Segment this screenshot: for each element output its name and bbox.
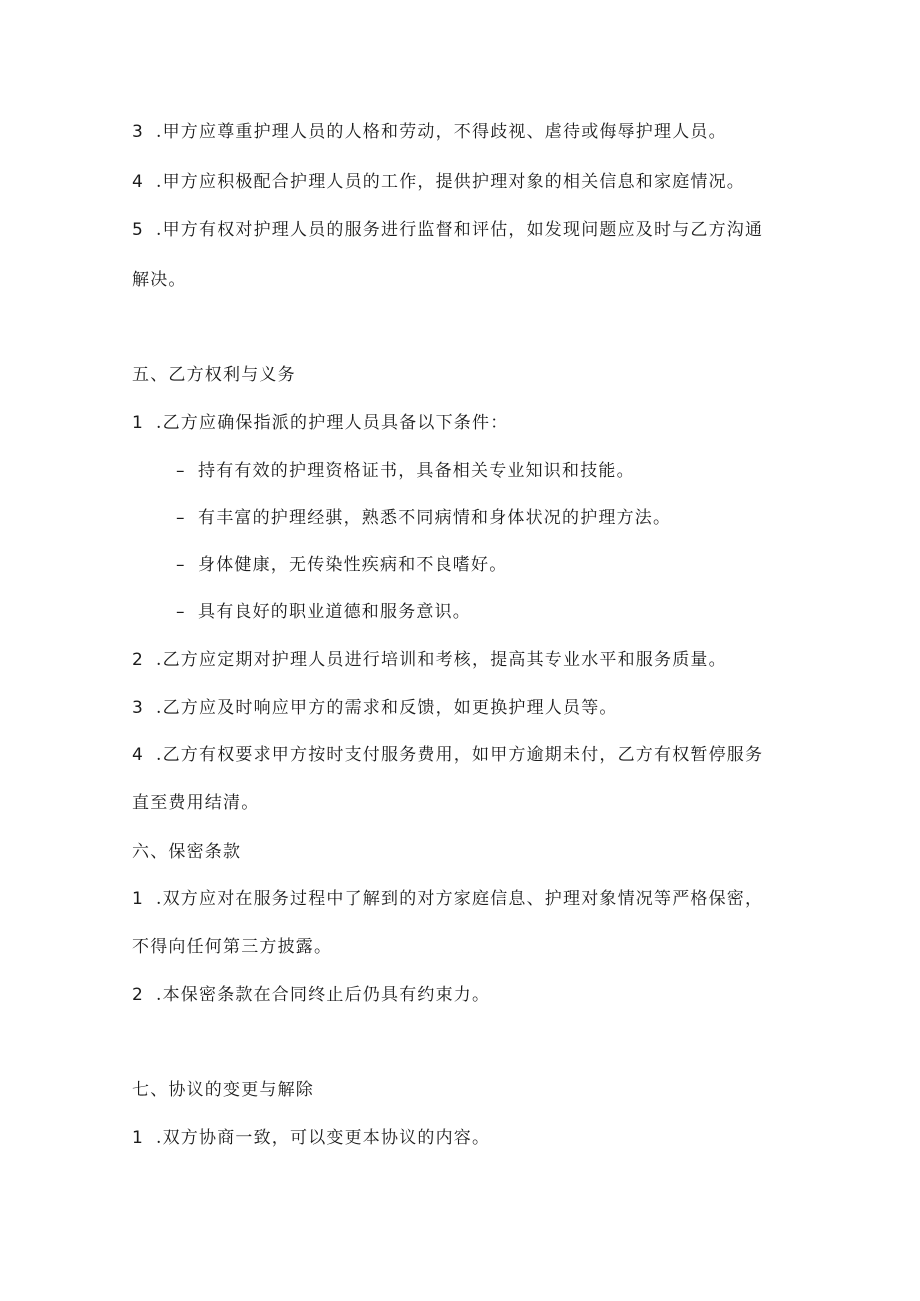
list-item: [176, 506, 671, 530]
dash-bullet: –: [176, 461, 186, 481]
clause-number: 4: [132, 745, 145, 765]
dash-bullet: –: [176, 508, 186, 528]
list-item: [176, 600, 471, 624]
clause-text: .乙方应定期对护理人员进行培训和考核，提高其专业水平和服务质量。: [156, 650, 727, 670]
clause-c2: [132, 983, 490, 1007]
clause-text: .乙方应及时响应甲方的需求和反馈，如更换护理人员等。: [156, 698, 618, 718]
list-item-text: 有丰富的护理经骐，熟悉不同病情和身体状况的护理方法。: [198, 508, 672, 528]
clause-text: .甲方应积极配合护理人员的工作，提供护理对象的相关信息和家庭情况。: [156, 172, 746, 192]
clause-text: .双方应对在服务过程中了解到的对方家庭信息、护理对象情况等严格保密，: [156, 889, 764, 909]
list-item-text: 持有有效的护理资格证书，具备相关专业知识和技能。: [198, 461, 635, 481]
clause-b3: [132, 696, 618, 720]
clause-b4-continuation: 直至费用结清。: [132, 793, 260, 813]
clause-a3: [132, 120, 727, 144]
list-item-text: 身体健康，无传染性疾病和不良嗜好。: [198, 555, 508, 575]
clause-text: .乙方有权要求甲方按时支付服务费用，如甲方逾期未付，乙方有权暂停服务: [156, 745, 764, 765]
clause-number: 1: [132, 889, 145, 909]
clause-number: 1: [132, 1128, 145, 1148]
clause-a5-continuation: 解决。: [132, 270, 187, 290]
dash-bullet: –: [176, 555, 186, 575]
clause-b2: [132, 648, 727, 672]
list-item: [176, 553, 507, 577]
clause-c1-continuation: 不得向任何第三方披露。: [132, 937, 333, 957]
clause-number: 4: [132, 172, 145, 192]
clause-text: .乙方应确保指派的护理人员具备以下条件：: [156, 413, 509, 433]
clause-text: .本保密条款在合同终止后仍具有约束力。: [156, 985, 491, 1005]
clause-c1: [132, 887, 763, 911]
clause-a4: [132, 170, 745, 194]
clause-number: 5: [132, 220, 145, 240]
clause-b4: [132, 743, 763, 767]
section-heading-6: 六、保密条款: [132, 842, 242, 862]
clause-number: 1: [132, 413, 145, 433]
clause-text: .甲方应尊重护理人员的人格和劳动，不得歧视、虐待或侮辱护理人员。: [156, 122, 727, 142]
clause-text: .双方协商一致，可以变更本协议的内容。: [156, 1128, 491, 1148]
clause-text: .甲方有权对护理人员的服务进行监督和评估，如发现问题应及时与乙方沟通: [156, 220, 764, 240]
dash-bullet: –: [176, 602, 186, 622]
clause-number: 2: [132, 985, 145, 1005]
list-item: [176, 459, 635, 483]
clause-number: 2: [132, 650, 145, 670]
section-heading-5: 五、乙方权利与义务: [132, 365, 296, 385]
clause-number: 3: [132, 122, 145, 142]
clause-b1: [132, 411, 508, 435]
clause-number: 3: [132, 698, 145, 718]
section-heading-7: 七、协议的变更与解除: [132, 1080, 314, 1100]
list-item-text: 具有良好的职业道德和服务意识。: [198, 602, 471, 622]
clause-d1: [132, 1126, 490, 1150]
clause-a5: [132, 218, 763, 242]
